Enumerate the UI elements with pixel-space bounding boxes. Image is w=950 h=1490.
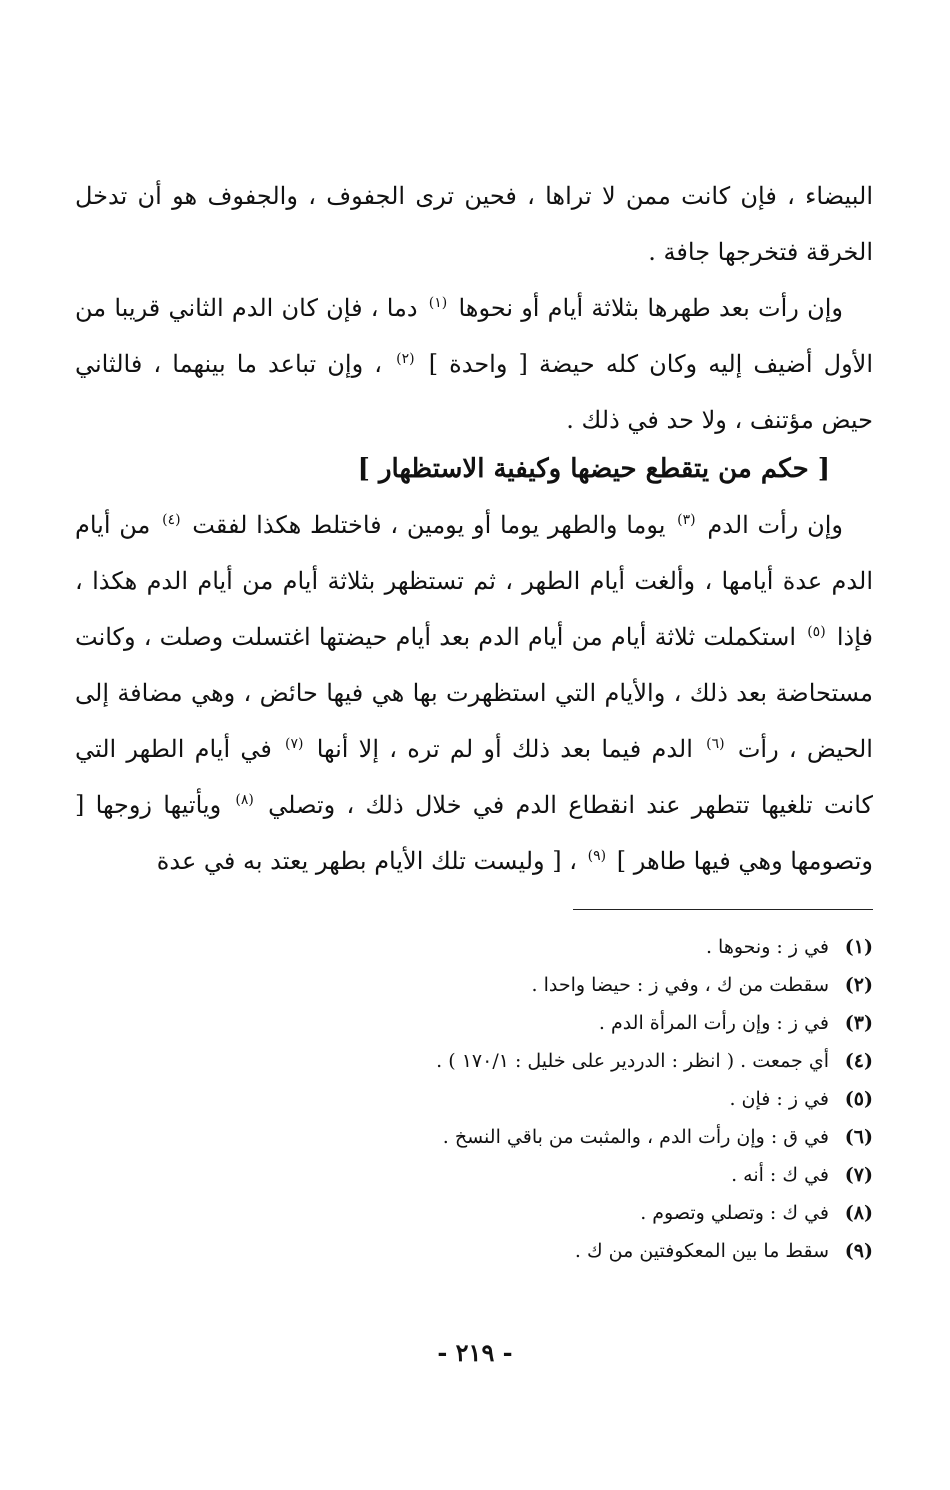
footnote-number: (٧) xyxy=(844,1164,873,1186)
footnote-number: (٦) xyxy=(844,1126,873,1148)
footnote-number: (٩) xyxy=(844,1240,873,1262)
footnote-2 xyxy=(75,966,873,1004)
footnote-7 xyxy=(75,1156,873,1194)
section-heading: [ حكم من يتقطع حيضها وكيفية الاستظهار ] xyxy=(357,454,830,484)
footnote-ref-2[interactable]: (٢) xyxy=(396,351,415,367)
footnote-number: (٨) xyxy=(844,1202,873,1224)
paragraph-2 xyxy=(75,280,873,448)
footnote-text: في ك : أنه . xyxy=(731,1164,829,1186)
paragraph-3-text-f: في أيام الطهر التي كانت تلغيها تتطهر عند انقطاع الدم في خلال ذلك ، وتصلي xyxy=(75,735,873,819)
footnote-ref-4[interactable]: (٤) xyxy=(162,512,181,528)
footnote-ref-9[interactable]: (٩) xyxy=(587,848,607,864)
paragraph-3-text-d: استكملت ثلاثة أيام من أيام الدم بعد أيام حيضتها اغتسلت وصلت ، وكانت مستحاضة بعد ذلك ، والأيام التي استظهرت بها هي فيها حائض ، وهي مضافة إلى الحيض ، رأت xyxy=(75,623,873,763)
footnote-separator xyxy=(573,909,873,910)
footnote-ref-1[interactable]: (١) xyxy=(428,295,448,311)
footnote-text: في ز : ونحوها . xyxy=(705,936,829,958)
footnote-text: في ز : وإن رأت المرأة الدم . xyxy=(598,1012,829,1034)
footnote-ref-7[interactable]: (٧) xyxy=(285,736,304,752)
footnote-1 xyxy=(75,928,873,966)
paragraph-1-text: البيضاء ، فإن كانت ممن لا تراها ، فحين ترى الجفوف ، والجفوف هو أن تدخل الخرقة فتخرجها جافة . xyxy=(75,182,873,266)
paragraph-3 xyxy=(75,497,873,889)
footnote-8 xyxy=(75,1194,873,1232)
footnote-5 xyxy=(75,1080,873,1118)
footnote-ref-8[interactable]: (٨) xyxy=(235,792,254,808)
paragraph-3-text-e: الدم فيما بعد ذلك أو لم تره ، إلا أنها xyxy=(316,735,693,763)
footnote-4 xyxy=(75,1042,873,1080)
paragraph-3-text-g: ويأتيها زوجها [ وتصومها وهي فيها طاهر ] xyxy=(75,791,873,875)
footnote-3 xyxy=(75,1004,873,1042)
footnote-number: (٢) xyxy=(844,974,873,996)
footnote-number: (٥) xyxy=(844,1088,873,1110)
footnote-number: (١) xyxy=(844,936,873,958)
footnote-ref-3[interactable]: (٣) xyxy=(677,512,696,528)
footnote-number: (٤) xyxy=(844,1050,873,1072)
page-number: - ٢١٩ - xyxy=(437,1338,513,1367)
paragraph-3-text-c: من أيام الدم عدة أيامها ، وألغت أيام الطهر ، ثم تستظهر بثلاثة أيام من أيام الدم هكذا ، فإذا xyxy=(75,511,873,651)
footnotes xyxy=(75,928,873,1270)
footnote-6 xyxy=(75,1118,873,1156)
footnote-9 xyxy=(75,1232,873,1270)
paragraph-3-text-b: يوما والطهر يوما أو يومين ، فاختلط هكذا لفقت xyxy=(192,511,666,539)
footnote-number: (٣) xyxy=(844,1012,873,1034)
paragraph-2-text-b: دما ، فإن كان الدم الثاني قريبا من الأول أضيف إليه وكان كله حيضة [ واحدة ] xyxy=(75,294,874,378)
footnote-ref-6[interactable]: (٦) xyxy=(706,736,725,752)
paragraph-1 xyxy=(75,168,873,280)
paragraph-3-text-h: ، [ وليست تلك الأيام بطهر يعتد به في عدة xyxy=(156,847,577,875)
paragraph-2-text-a: وإن رأت بعد طهرها بثلاثة أيام أو نحوها xyxy=(458,294,843,322)
footnote-text: أي جمعت . ( انظر : الدردير على خليل : ١٧٠/١ ) . xyxy=(436,1050,829,1072)
footnote-text: في ك : وتصلي وتصوم . xyxy=(640,1202,829,1224)
footnote-text: سقطت من ك ، وفي ز : حيضا واحدا . xyxy=(531,974,829,996)
footnote-ref-5[interactable]: (٥) xyxy=(807,624,826,640)
paragraph-3-text-a: وإن رأت الدم xyxy=(707,511,843,539)
paragraph-2-text-c: ، وإن تباعد ما بينهما ، فالثاني حيض مؤتنف ، ولا حد في ذلك . xyxy=(75,350,873,434)
footnote-text: في ز : فإن . xyxy=(729,1088,829,1110)
footnote-text: في ق : وإن رأت الدم ، والمثبت من باقي النسخ . xyxy=(442,1126,829,1148)
footnote-text: سقط ما بين المعكوفتين من ك . xyxy=(574,1240,829,1262)
